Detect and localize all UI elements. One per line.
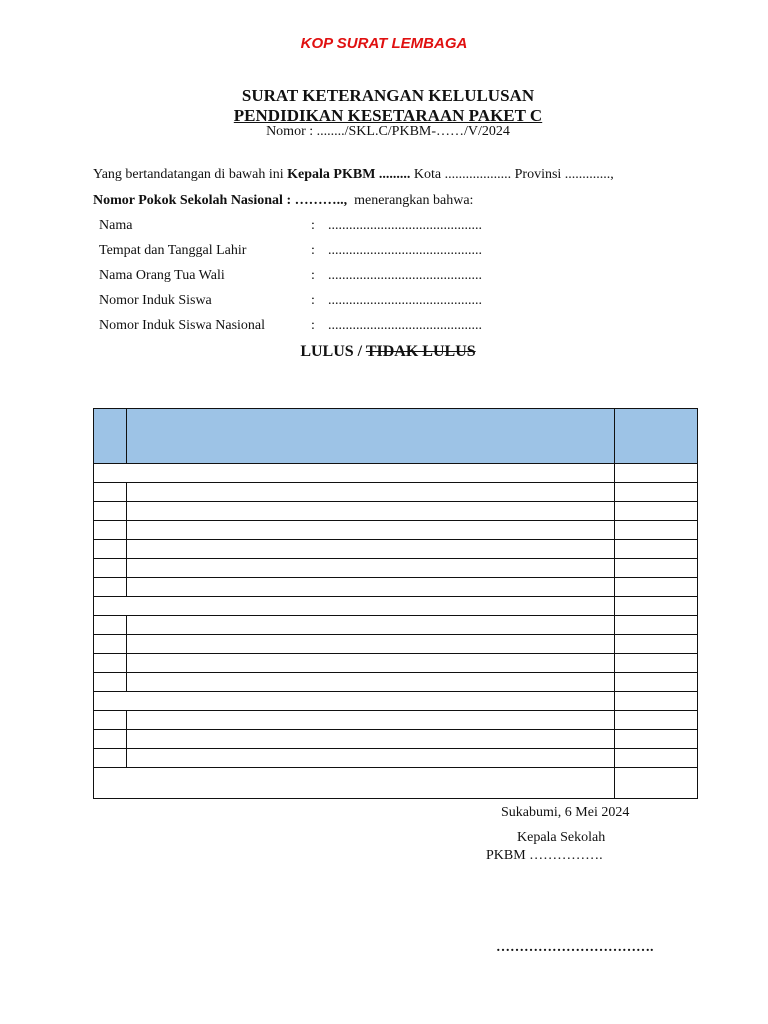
signer-role: Kepala Sekolah <box>517 830 606 845</box>
field-value-nis: ............................................ <box>328 293 482 308</box>
field-label-ttl: Tempat dan Tanggal Lahir <box>99 243 247 258</box>
status-pass: LULUS / <box>300 343 363 360</box>
field-value-orang-tua: ............................................ <box>328 268 482 283</box>
document-title: SURAT KETERANGAN KELULUSAN <box>241 86 535 105</box>
field-value-ttl: ............................................ <box>328 243 482 258</box>
field-colon: : <box>311 318 315 333</box>
intro-prefix: Yang bertandatangan di bawah ini <box>93 167 284 182</box>
table-group-row <box>94 464 698 483</box>
table-row <box>94 559 698 578</box>
field-label-orang-tua: Nama Orang Tua Wali <box>99 268 225 283</box>
field-colon: : <box>311 243 315 258</box>
document-subtitle: PENDIDIKAN KESETARAAN PAKET C <box>233 106 543 125</box>
table-row <box>94 540 698 559</box>
header-cell-no <box>94 409 127 464</box>
field-colon: : <box>311 268 315 283</box>
table-row <box>94 502 698 521</box>
table-summary-row <box>94 768 698 799</box>
table-row <box>94 483 698 502</box>
field-value-nama: ............................................ <box>328 218 482 233</box>
intro-paragraph <box>93 167 614 183</box>
field-label-nisn: Nomor Induk Siswa Nasional <box>99 318 266 333</box>
table-group-row <box>94 597 698 616</box>
field-label-nama: Nama <box>99 218 133 233</box>
grades-table <box>93 408 698 799</box>
letterhead: KOP SURAT LEMBAGA <box>300 35 468 52</box>
header-cell-score <box>615 409 698 464</box>
table-row <box>94 521 698 540</box>
field-value-nisn: ............................................ <box>328 318 482 333</box>
table-row <box>94 616 698 635</box>
table-row <box>94 578 698 597</box>
npsn-line <box>93 193 473 209</box>
header-cell-subject <box>127 409 615 464</box>
table-row <box>94 749 698 768</box>
signer-institution: PKBM ……………. <box>486 848 603 863</box>
graduation-status <box>0 343 768 361</box>
table-row <box>94 711 698 730</box>
status-fail-struck: TIDAK LULUS <box>365 343 476 360</box>
table-group-row <box>94 692 698 711</box>
document-number: Nomor : ......../SKL.C/PKBM-……/V/2024 <box>266 124 510 139</box>
place-date: Sukabumi, 6 Mei 2024 <box>501 805 630 820</box>
field-label-nis: Nomor Induk Siswa <box>99 293 212 308</box>
table-header-row <box>94 409 698 464</box>
table-row <box>94 673 698 692</box>
intro-rest: Kota ................... Provinsi ............., <box>413 167 614 182</box>
signer-name: ……………………………. <box>496 940 654 955</box>
field-colon: : <box>311 218 315 233</box>
table-row <box>94 654 698 673</box>
npsn-label: Nomor Pokok Sekolah Nasional : ……….., <box>93 193 348 208</box>
field-colon: : <box>311 293 315 308</box>
table-row <box>94 730 698 749</box>
table-row <box>94 635 698 654</box>
intro-head: Kepala PKBM ......... <box>287 167 411 182</box>
npsn-rest: menerangkan bahwa: <box>354 193 474 208</box>
